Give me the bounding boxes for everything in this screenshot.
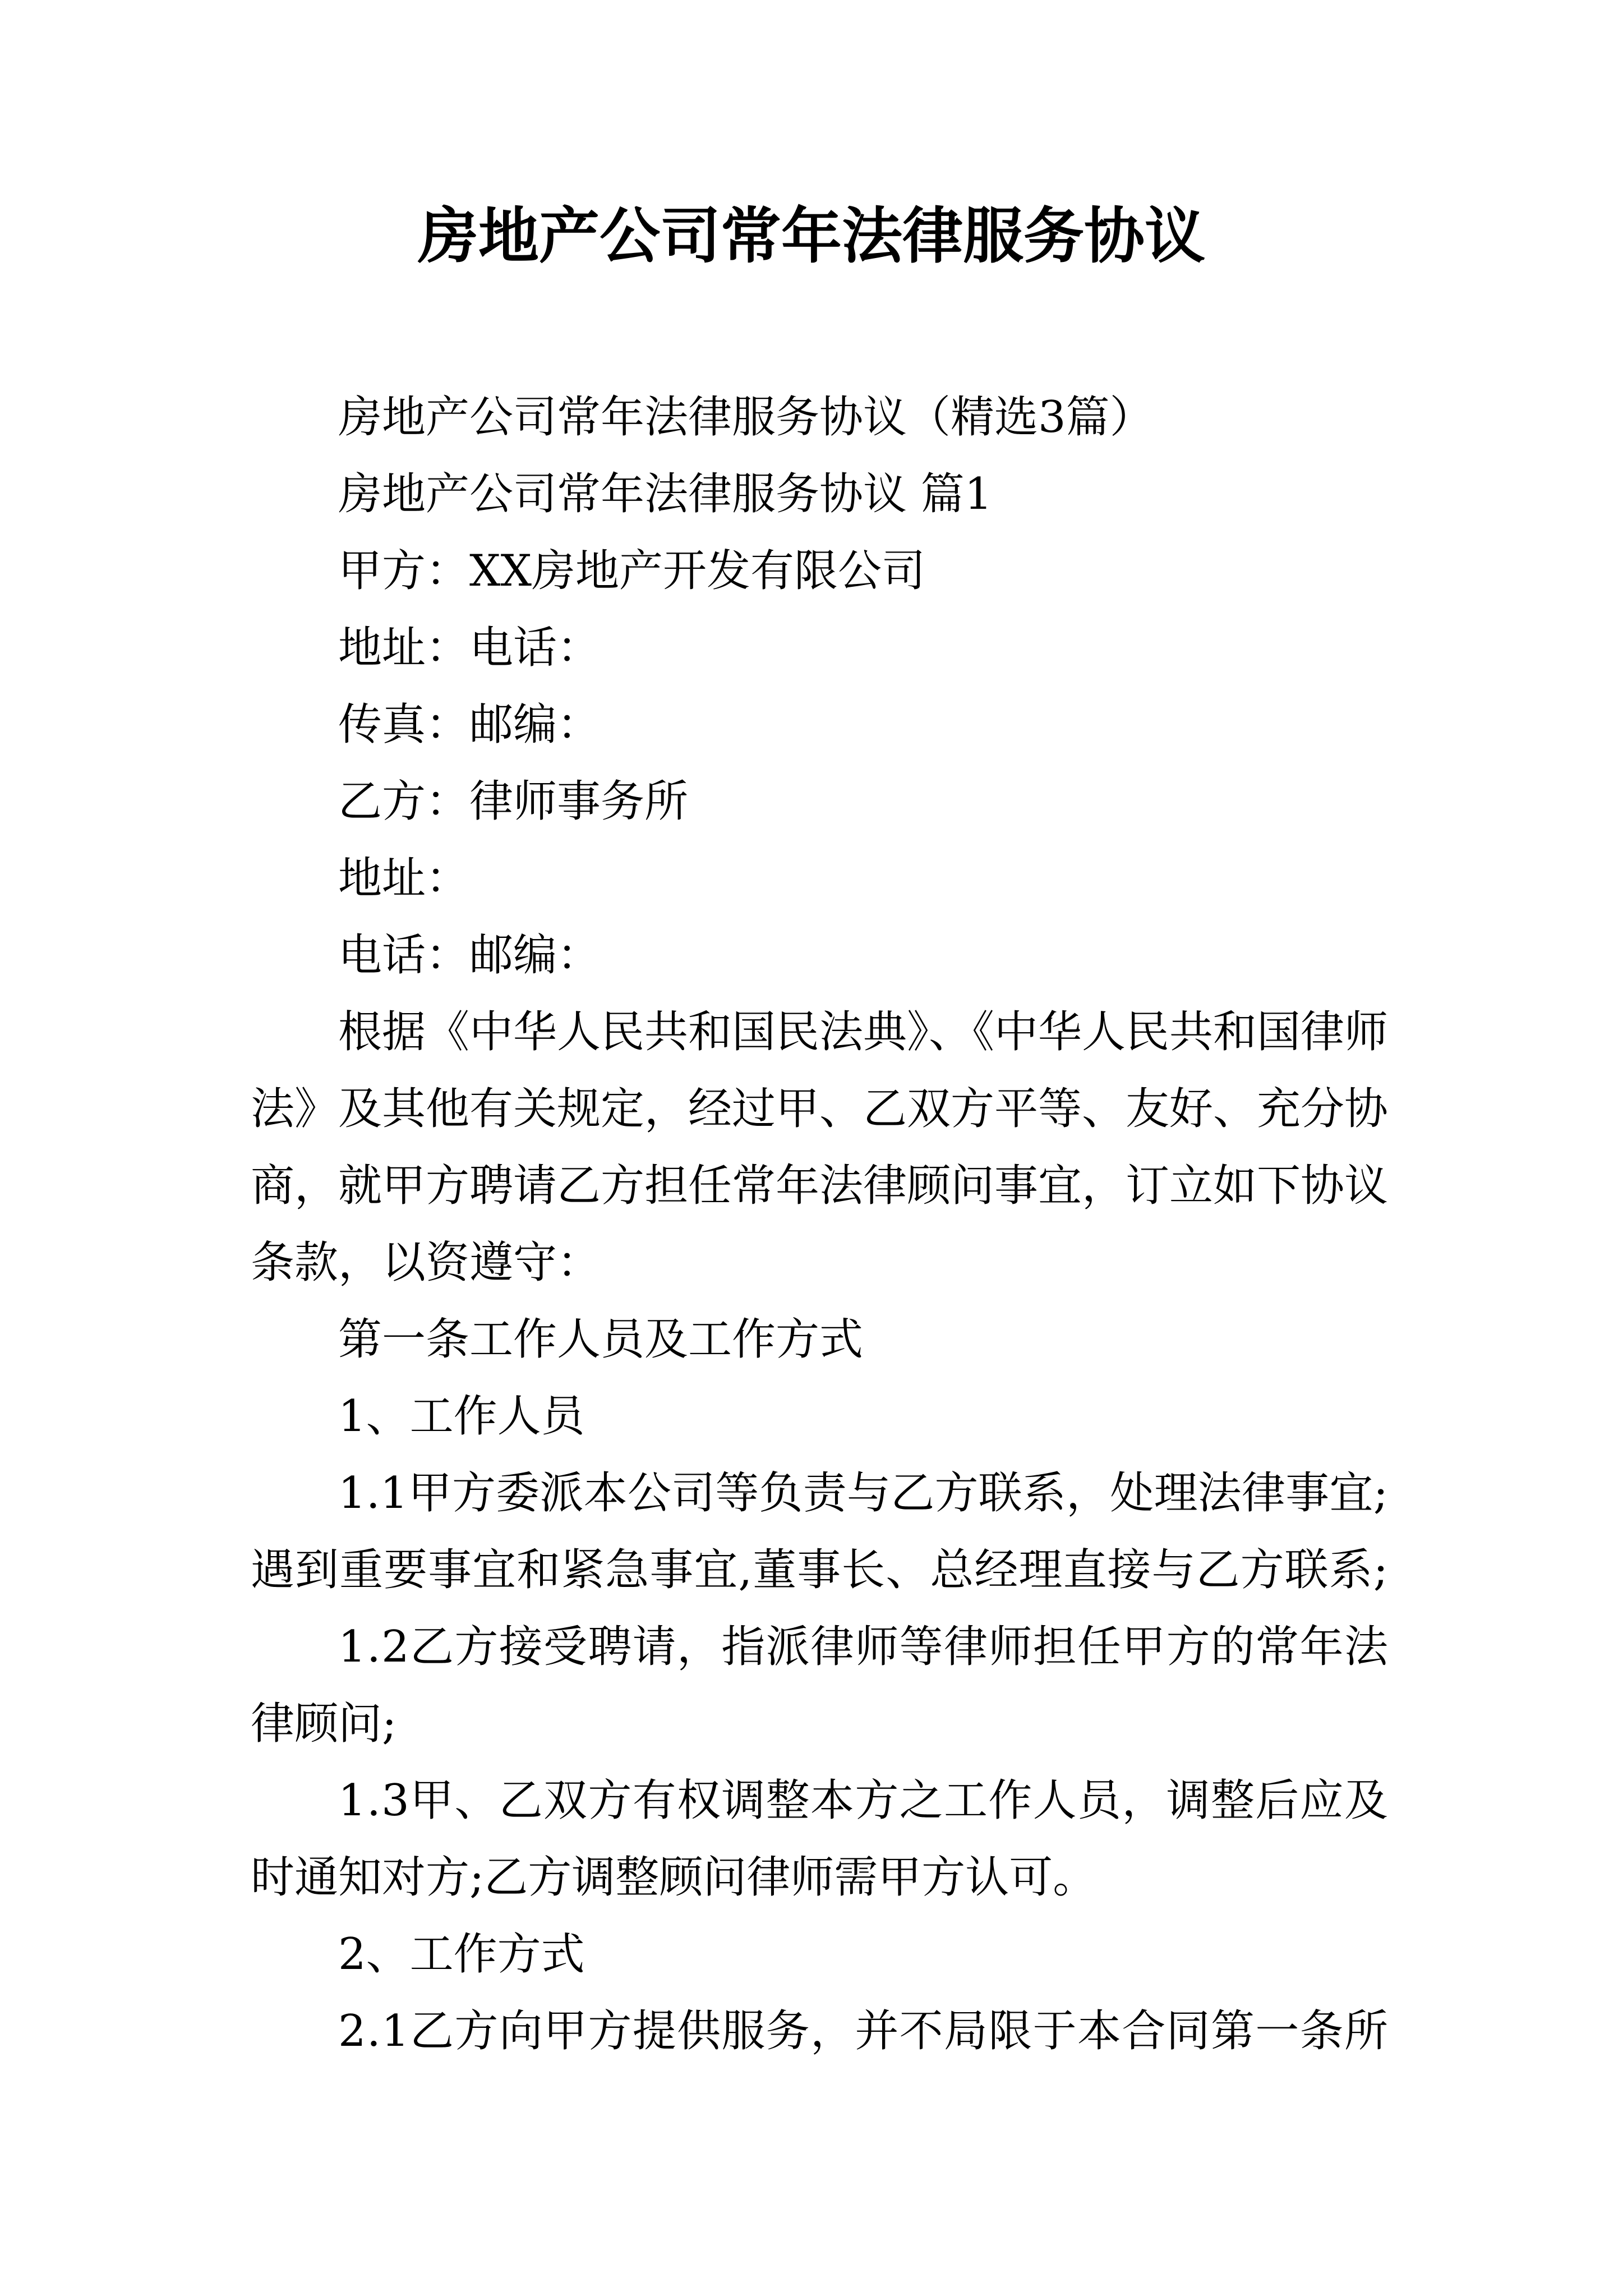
document-title: 房地产公司常年法律服务协议 <box>417 201 1205 272</box>
clause-2-1 <box>251 1993 1388 2070</box>
article-1-heading <box>251 1301 1388 1378</box>
text-line: 第一条工作人员及工作方式 <box>338 1314 864 1365</box>
party-a-address-phone <box>251 610 1388 687</box>
text-line: 根据《中华人民共和国民法典》、《中华人民共和国律师 <box>338 1007 1388 1057</box>
party-b-phone-postcode <box>251 917 1388 994</box>
text-line: 1.2乙方接受聘请，指派律师等律师担任甲方的常年法 <box>338 1622 1389 1672</box>
text-line: 遇到重要事宜和紧急事宜,董事长、总经理直接与乙方联系; <box>251 1545 1389 1595</box>
clause-1-heading <box>251 1378 1388 1455</box>
clause-2-heading <box>251 1916 1388 1993</box>
party-a-fax-postcode <box>251 687 1388 763</box>
text-line: 房地产公司常年法律服务协议（精选3篇） <box>338 392 1154 443</box>
party-a-name <box>251 533 1388 610</box>
party-b-address <box>251 840 1388 917</box>
text-line: 地址： <box>338 853 470 904</box>
text-line: 乙方：律师事务所 <box>338 776 689 827</box>
preamble-paragraph <box>251 994 1388 1301</box>
document-body <box>251 379 1388 2070</box>
clause-1-1 <box>251 1455 1388 1609</box>
clause-1-3 <box>251 1763 1388 1916</box>
text-line: 传真：邮编： <box>338 700 601 750</box>
collection-title <box>251 379 1388 456</box>
article-title <box>251 456 1388 533</box>
text-line: 2.1乙方向甲方提供服务，并不局限于本合同第一条所 <box>338 2006 1389 2056</box>
text-line: 1.3甲、乙双方有权调整本方之工作人员，调整后应及 <box>338 1775 1389 1826</box>
text-line: 1.1甲方委派本公司等负责与乙方联系，处理法律事宜; <box>338 1468 1389 1519</box>
text-line: 甲方：XX房地产开发有限公司 <box>338 546 926 596</box>
text-line: 商，就甲方聘请乙方担任常年法律顾问事宜，订立如下协议 <box>251 1161 1388 1211</box>
text-line: 时通知对方;乙方调整顾问律师需甲方认可。 <box>251 1852 1097 1903</box>
party-b-name <box>251 763 1388 840</box>
text-line: 2、工作方式 <box>338 1929 585 1980</box>
text-line: 律顾问; <box>251 1699 397 1749</box>
text-line: 1、工作人员 <box>338 1391 585 1442</box>
text-line: 地址：电话： <box>338 623 601 673</box>
text-line: 条款，以资遵守： <box>251 1237 601 1288</box>
clause-1-2 <box>251 1609 1388 1763</box>
text-line: 电话：邮编： <box>338 930 601 981</box>
text-line: 房地产公司常年法律服务协议 篇1 <box>338 469 993 519</box>
text-line: 法》及其他有关规定，经过甲、乙双方平等、友好、充分协 <box>251 1084 1388 1134</box>
